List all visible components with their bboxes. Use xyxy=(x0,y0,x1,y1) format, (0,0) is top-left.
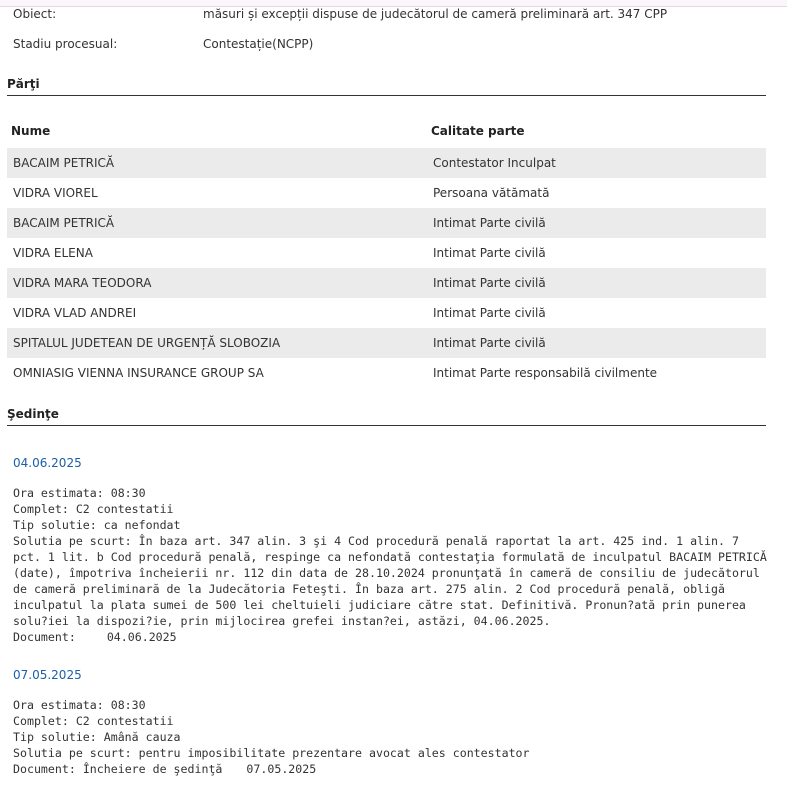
party-role: Intimat Parte civilă xyxy=(433,246,546,260)
session-date-link[interactable]: 07.05.2025 xyxy=(13,668,82,682)
session-item xyxy=(13,455,773,645)
sessions-list xyxy=(13,455,773,799)
session-solutia: Solutia pe scurt: În baza art. 347 alin. 3 şi 4 Cod procedură penală raportat la art. 425 ind. 1 alin. 7 pct. 1 lit. b Cod procedură penală, respinge ca nefondată contestaţia formulată de inculpatul BACAIM PETRICĂ (date), împotriva încheierii nr. 112 din data de 28.10.2024 pronunţată în cameră de consiliu de judecătorul de cameră preliminară de la Judecătoria Feteşti. În baza art. 275 alin. 2 Cod procedură penală, obligă inculpatul la plata sumei de 500 lei cheltuieli judiciare către stat. Definitivă. Pronun?ată prin punerea solu?iei la dispozi?ie, prin mijlocirea grefei instan?ei, astăzi, 04.06.2025. xyxy=(13,534,767,628)
table-row xyxy=(7,208,766,238)
session-solutia: Solutia pe scurt: pentru imposibilitate prezentare avocat ales contestator xyxy=(13,746,530,760)
session-complet: Complet: C2 contestatii xyxy=(13,502,174,516)
document-date: 07.05.2025 xyxy=(246,762,317,776)
party-role: Persoana vătămată xyxy=(433,186,550,200)
table-row xyxy=(7,148,766,178)
column-header-calitate: Calitate parte xyxy=(431,124,525,138)
obiect-label: Obiect: xyxy=(13,7,57,21)
stadiu-label: Stadiu procesual: xyxy=(13,37,118,51)
session-tip-solutie: Tip solutie: ca nefondat xyxy=(13,518,181,532)
party-name: VIDRA VIOREL xyxy=(13,186,98,200)
table-row xyxy=(7,328,766,358)
table-row xyxy=(7,238,766,268)
party-name: OMNIASIG VIENNA INSURANCE GROUP SA xyxy=(13,366,264,380)
session-complet: Complet: C2 contestatii xyxy=(13,714,174,728)
document-label: Document: xyxy=(13,630,76,644)
session-document-line xyxy=(13,629,773,645)
party-name: VIDRA VLAD ANDREI xyxy=(13,306,137,320)
party-name: BACAIM PETRICĂ xyxy=(13,156,115,170)
party-name: BACAIM PETRICĂ xyxy=(13,216,115,230)
sedinte-section-title: Şedinţe xyxy=(7,407,766,426)
document-date: 04.06.2025 xyxy=(106,630,177,644)
session-ora: Ora estimata: 08:30 xyxy=(13,486,146,500)
session-document-line xyxy=(13,761,773,777)
table-row xyxy=(7,268,766,298)
session-item xyxy=(13,667,773,777)
document-name[interactable]: Încheiere de şedinţă xyxy=(82,762,223,776)
session-tip-solutie: Tip solutie: Amână cauza xyxy=(13,730,181,744)
obiect-value: măsuri și excepții dispuse de judecătorul de cameră preliminară art. 347 CPP xyxy=(203,7,668,21)
party-name: VIDRA ELENA xyxy=(13,246,93,260)
table-row xyxy=(7,298,766,328)
party-role: Intimat Parte civilă xyxy=(433,276,546,290)
parti-table xyxy=(7,148,766,388)
top-border xyxy=(0,0,787,7)
party-name: VIDRA MARA TEODORA xyxy=(13,276,152,290)
parti-section-title: Părţi xyxy=(7,77,766,96)
column-header-nume: Nume xyxy=(11,124,51,138)
document-label: Document: xyxy=(13,762,76,776)
party-role: Contestator Inculpat xyxy=(433,156,556,170)
table-row xyxy=(7,358,766,388)
party-role: Intimat Parte civilă xyxy=(433,306,546,320)
party-role: Intimat Parte civilă xyxy=(433,336,546,350)
session-date-link[interactable]: 04.06.2025 xyxy=(13,456,82,470)
session-ora: Ora estimata: 08:30 xyxy=(13,698,146,712)
party-role: Intimat Parte civilă xyxy=(433,216,546,230)
table-row xyxy=(7,178,766,208)
party-name: SPITALUL JUDETEAN DE URGENȚĂ SLOBOZIA xyxy=(13,336,281,350)
party-role: Intimat Parte responsabilă civilmente xyxy=(433,366,658,380)
stadiu-value: Contestație(NCPP) xyxy=(203,37,314,51)
